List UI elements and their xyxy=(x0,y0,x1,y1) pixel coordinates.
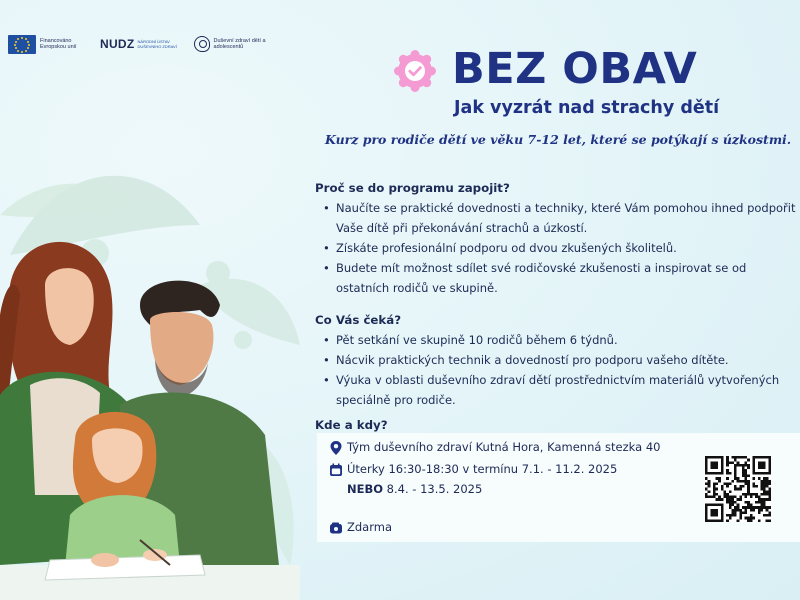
date-line-alt xyxy=(347,480,482,498)
family-illustration xyxy=(0,135,310,600)
location-pin-icon xyxy=(329,440,343,456)
nudz-logo xyxy=(100,37,184,51)
location-text: Tým duševního zdraví Kutná Hora, Kamenná stezka 40 xyxy=(347,440,661,454)
price-line xyxy=(329,518,392,536)
list-item: • Výuka v oblasti duševního zdraví dětí prostřednictvím materiálů vytvořených speciálně pro rodiče. xyxy=(323,370,797,410)
section-why xyxy=(315,178,797,298)
alt-date-prefix: NEBO xyxy=(347,482,384,496)
mental-health-logo-text: Duševní zdraví dětí a adolescentů xyxy=(213,37,266,50)
where-when-box xyxy=(317,433,800,542)
check-badge-icon xyxy=(393,49,437,93)
section-why-title: Proč se do programu zapojit? xyxy=(315,181,510,195)
list-item: • Naučíte se praktické dovednosti a techniky, které Vám pomohou ihned podpořit Vaše dítě při překonávání strachů a úzkostí. xyxy=(323,198,797,238)
page-subtitle: Jak vyzrát nad strachy dětí xyxy=(454,98,720,118)
mental-health-logo xyxy=(194,36,286,52)
list-item: • Nácvik praktických technik a dovedností pro podporu vašeho dítěte. xyxy=(323,350,797,370)
section-what-list xyxy=(323,330,797,410)
section-why-list xyxy=(323,198,797,298)
list-item: • Pět setkání ve skupině 10 rodičů během 6 týdnů. xyxy=(323,330,797,350)
price-text: Zdarma xyxy=(347,520,393,534)
course-tagline: Kurz pro rodiče dětí ve věku 7-12 let, které se potýkají s úzkostmi. xyxy=(325,132,792,147)
list-item: • Budete mít možnost sdílet své rodičovské zkušenosti a inspirovat se od ostatních rodičů ve skupině. xyxy=(323,258,797,298)
partner-logos xyxy=(8,33,286,55)
list-item: • Získáte profesionální podporu od dvou zkušených školitelů. xyxy=(323,238,797,258)
location-line xyxy=(329,438,660,456)
eu-flag-icon xyxy=(8,35,36,54)
date-range-1: Úterky 16:30-18:30 v termínu 7.1. - 11.2. 2025 xyxy=(347,462,618,476)
section-where-title: Kde a kdy? xyxy=(315,418,388,432)
date-line xyxy=(329,460,617,478)
nudz-wordmark: NUDZ xyxy=(100,37,135,51)
date-range-2: 8.4. - 13.5. 2025 xyxy=(383,482,483,496)
qr-code[interactable] xyxy=(705,456,771,522)
section-what-title: Co Vás čeká? xyxy=(315,313,402,327)
eu-funding-text: Financováno Evropskou unií xyxy=(40,37,77,50)
wallet-icon xyxy=(329,521,343,535)
nudz-subtitle: NÁRODNÍ ÚSTAV DUŠEVNÍHO ZDRAVÍ xyxy=(137,39,177,49)
calendar-icon xyxy=(329,463,343,477)
brain-head-icon xyxy=(194,36,210,52)
program-content xyxy=(315,178,797,435)
section-what xyxy=(315,310,797,410)
page-title: BEZ OBAV xyxy=(452,44,698,94)
